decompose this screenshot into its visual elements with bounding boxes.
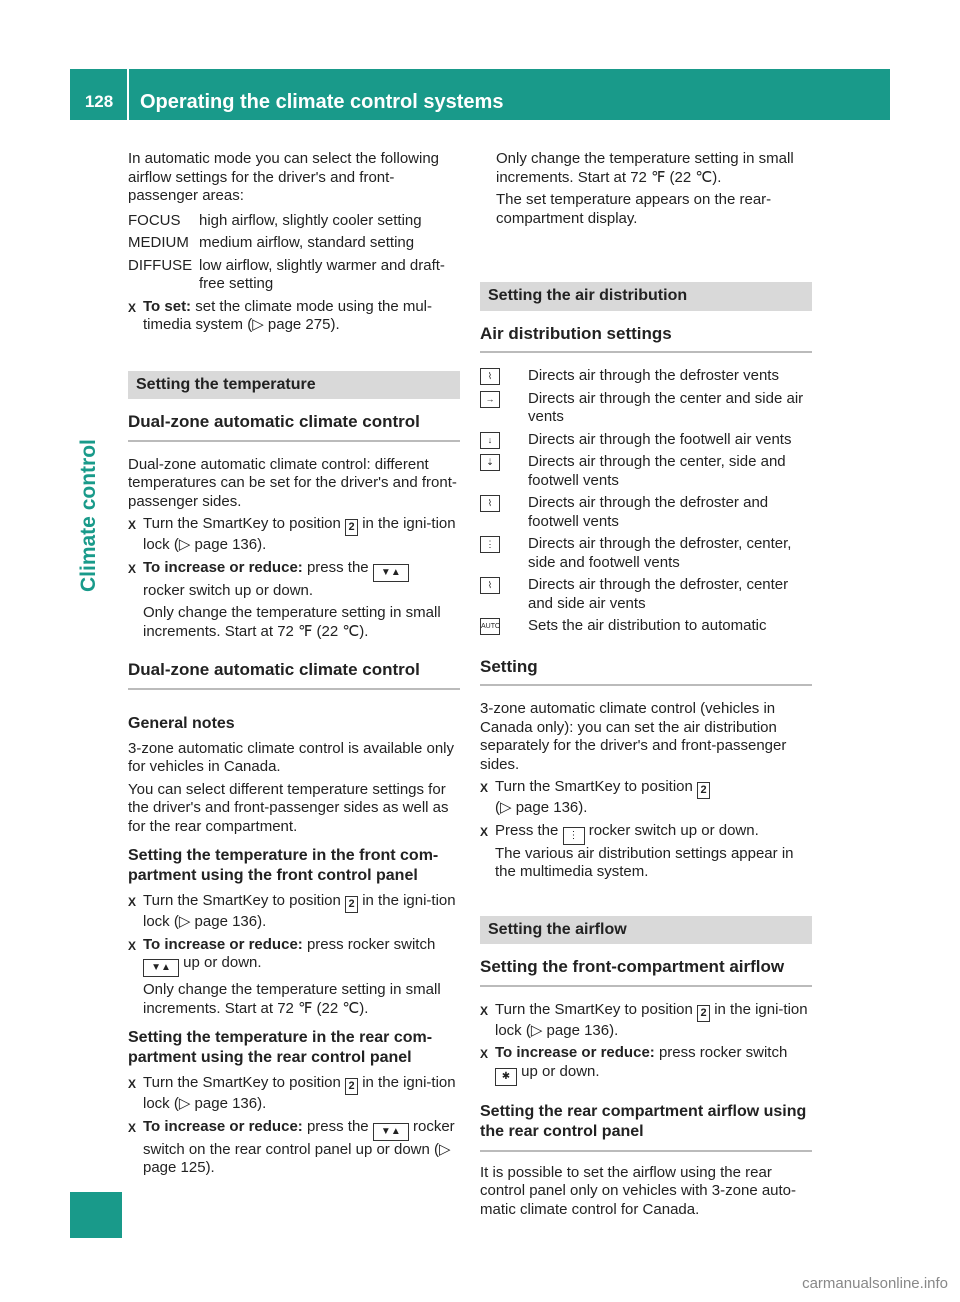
to-set-text: set the climate mode using the mul-timedia system (▷ page 275). [143,297,433,333]
rocker-switch-icon: ▼▲ [373,564,409,582]
list-item [480,367,812,386]
heading-rear-temp: Setting the temperature in the rear com-partment using the rear control panel [128,1029,433,1066]
setting-step-2 [480,822,812,882]
list-item [480,494,812,531]
to-set-label: To set: [143,297,192,315]
step-arrow-icon: X [480,824,489,839]
step-label: To increase or reduce: [143,1117,303,1135]
air-distribution-list [480,367,812,636]
step-arrow-icon: X [480,781,489,795]
setting-paragraph: 3-zone automatic climate control (vehicles in Canada only): you can set the air distribution separately for the driver's and front-passenger sides. [480,700,787,773]
air-item-text: Directs air through the defroster and footwell vents [528,494,769,530]
step-text: Turn the SmartKey to position [495,778,698,795]
airflow-step-2 [480,1044,812,1086]
step-text: rocker switch up or down. [584,821,759,839]
air-item-text: Directs air through the defroster vents [528,367,779,384]
section-temperature: Setting the temperature [128,371,460,400]
position-key-icon: 2 [697,782,710,799]
air-item-text: Directs air through the center, side and footwell vents [528,453,786,489]
right-column-main [480,256,812,1223]
position-key-icon: 2 [345,1078,358,1095]
step-text: in the igni-tion lock (▷ page 136). [495,1000,808,1039]
air-distribution-switch-icon: ⋮ [563,827,585,845]
step-label: To increase or reduce: [495,1044,655,1061]
step-label: To increase or reduce: [143,558,303,576]
section-air-distribution: Setting the air distribution [480,282,812,311]
step-label: To increase or reduce: [143,935,303,953]
airflow-step-1 [480,1001,812,1041]
all-vents-icon: ⋮ [480,536,500,553]
heading-general-notes: General notes [128,714,235,732]
mode-term: FOCUS [128,211,181,229]
heading-front-airflow: Setting the front-compartment airflow [480,958,812,987]
list-item [480,431,812,450]
defroster-center-vents-icon: ⌇ [480,577,500,594]
page-number: 128 [84,91,114,111]
step-text: up or down. [179,954,262,971]
front-step-2 [128,936,460,1019]
heading-rear-airflow: Setting the rear compartment airflow using the rear control panel [480,1102,812,1152]
step-text: in the igni-tion lock (▷ page 136). [143,1074,456,1112]
step-arrow-icon: X [128,1077,137,1091]
center-vents-icon: → [480,391,500,408]
intro-paragraph: In automatic mode you can select the following airflow settings for the driver's and front-passenger areas: [128,150,440,204]
mode-desc: medium airflow, standard setting [199,234,415,251]
step-text: Turn the SmartKey to position [143,892,346,909]
mode-row [128,257,460,294]
step-arrow-icon: X [128,895,137,909]
footwell-vents-icon: ↓ [480,432,500,449]
position-key-icon: 2 [345,896,358,913]
step-text: (▷ page 136). [495,799,588,816]
heading-dual-zone-2: Dual-zone automatic climate control [128,661,460,690]
air-item-text: Directs air through the defroster, center, side and footwell vents [528,535,792,571]
step-text: press the [302,558,373,576]
step-text: press rocker switch [654,1044,788,1061]
page-title: Operating the climate control systems [140,90,504,113]
mode-list [128,212,460,294]
heading-front-temp: Setting the temperature in the front com-partment using the front control panel [128,847,439,884]
dual-zone-intro: Dual-zone automatic climate control: different temperatures can be set for the driver's and front-passenger sides. [128,455,457,510]
section-airflow: Setting the airflow [480,916,812,945]
heading-air-distribution: Air distribution settings [480,325,812,354]
rocker-switch-icon: ▼▲ [143,959,179,977]
step-text: in the igni-tion lock (▷ page 136). [143,892,456,930]
left-column [128,150,460,1182]
step-text: Turn the SmartKey to position [495,1000,698,1018]
setting-step-1 [480,778,812,818]
general-notes-p1: 3-zone automatic climate control is available only for vehicles in Canada. [128,739,454,775]
step-arrow-icon: X [480,1047,489,1061]
step-text: press the [302,1117,373,1135]
rear-step-2 [128,1118,460,1178]
step-arrow-icon: X [128,561,137,576]
header-divider [127,69,129,120]
step-text: up or down. [517,1062,600,1080]
side-tab-marker [70,1192,122,1238]
position-key-icon: 2 [345,519,358,536]
list-item [480,576,812,613]
side-tab-label: Climate control [77,439,100,592]
rocker-switch-icon: ▼▲ [373,1123,409,1141]
rear-airflow-paragraph: It is possible to set the airflow using the rear control panel only on vehicles with 3-zone auto-matic climate control for Canada. [480,1163,797,1218]
step-arrow-icon: X [128,300,137,315]
step-arrow-icon: X [128,1120,137,1135]
step-note: Only change the temperature setting in small increments. Start at 72 ℉ (22 ℃). [143,604,441,640]
mode-term: MEDIUM [128,234,189,251]
list-item [480,617,812,636]
mode-desc: low airflow, slightly warmer and draft-free setting [199,256,445,292]
heading-dual-zone-1: Dual-zone automatic climate control [128,413,460,442]
right-top-p1: Only change the temperature setting in small increments. Start at 72 ℉ (22 ℃). [496,150,794,186]
dual-step-1 [128,515,460,555]
step-arrow-icon: X [128,938,137,953]
rear-step-1 [128,1074,460,1114]
general-notes-p2: You can select different temperature settings for the driver's and front-passenger sides as well as for the rear compartment. [128,780,449,835]
mode-row [128,212,460,231]
air-item-text: Sets the air distribution to automatic [528,617,767,634]
list-item [480,453,812,490]
step-text: Press the [495,821,563,839]
defroster-vents-icon: ⌇ [480,368,500,385]
defroster-footwell-vents-icon: ⌇ [480,495,500,512]
list-item [480,535,812,572]
position-key-icon: 2 [697,1005,710,1022]
fan-switch-icon: ✱ [495,1068,517,1086]
air-item-text: Directs air through the footwell air vents [528,430,792,448]
auto-distribution-icon: AUTO [480,618,500,635]
step-text: Turn the SmartKey to position [143,1074,346,1091]
mode-desc: high airflow, slightly cooler setting [199,211,422,229]
step-text: in the igni-tion lock (▷ page 136). [143,515,456,553]
air-item-text: Directs air through the defroster, center and side air vents [528,576,789,612]
right-column [496,150,812,232]
front-step-1 [128,892,460,932]
to-set-step [128,298,460,335]
step-text: rocker switch on the rear control panel up or down (▷ page 125). [143,1117,455,1176]
watermark: carmanualsonline.info [802,1275,948,1292]
step-text: press rocker switch [302,935,436,953]
heading-setting: Setting [480,658,812,687]
mode-row [128,234,460,253]
center-footwell-vents-icon: ⇣ [480,454,500,471]
step-text: Turn the SmartKey to position [143,515,346,532]
step-text: rocker switch up or down. [143,581,314,599]
step-note: The various air distribution settings appear in the multimedia system. [495,844,794,880]
list-item [480,390,812,427]
dual-step-2 [128,559,460,642]
step-arrow-icon: X [128,518,137,532]
air-item-text: Directs air through the center and side air vents [528,389,804,425]
step-arrow-icon: X [480,1003,489,1018]
mode-term: DIFFUSE [128,256,193,274]
step-note: Only change the temperature setting in small increments. Start at 72 ℉ (22 ℃). [143,981,441,1017]
right-top-p2: The set temperature appears on the rear-compartment display. [496,191,772,227]
